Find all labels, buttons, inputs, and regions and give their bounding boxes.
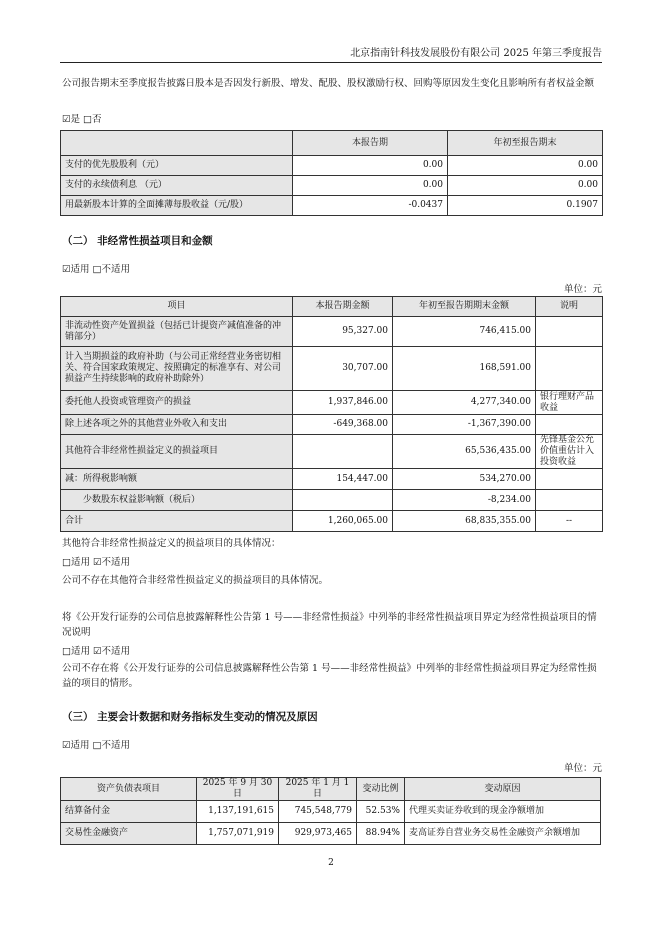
- row-label: 用最新股本计算的全面摊薄每股收益（元/股）: [61, 196, 293, 216]
- table-header: 资产负债表项目: [61, 778, 197, 801]
- cell-value: 68,835,355.00: [393, 511, 536, 532]
- table-row: [61, 415, 603, 435]
- cell-value: 1,260,065.00: [293, 511, 393, 532]
- row-label: 减：所得税影响额: [61, 469, 293, 490]
- table-header: 说明: [536, 297, 603, 317]
- table-row: [61, 490, 603, 511]
- table-row: [61, 317, 603, 347]
- cell-value: 0.1907: [448, 196, 603, 216]
- cell-value: [293, 435, 393, 469]
- cell-note: --: [536, 511, 603, 532]
- row-label: 支付的永续债利息 （元）: [61, 176, 293, 196]
- other-items-label: 其他符合非经常性损益定义的损益项目的具体情况：: [62, 538, 281, 549]
- cell-value: 1,137,191,615: [197, 801, 279, 823]
- row-label: 合计: [61, 511, 293, 532]
- cell-value: 1,937,846.00: [293, 391, 393, 415]
- page-number: 2: [328, 858, 334, 868]
- cell-value: 0.00: [448, 176, 603, 196]
- cell-value: 30,707.00: [293, 347, 393, 391]
- section-title-changes: （三） 主要会计数据和财务指标发生变动的情况及原因: [62, 711, 318, 723]
- cell-value: 154,447.00: [293, 469, 393, 490]
- table-header: 2025 年 1 月 1 日: [279, 778, 357, 801]
- cell-value: -0.0437: [293, 196, 448, 216]
- cell-note: [536, 469, 603, 490]
- cell-note: [536, 317, 603, 347]
- cell-value: 4,277,340.00: [393, 391, 536, 415]
- cell-value: 0.00: [448, 156, 603, 176]
- cell-value: -8,234.00: [393, 490, 536, 511]
- cell-note: 银行理财产品收益: [536, 391, 603, 415]
- cell-value: 65,536,435.00: [393, 435, 536, 469]
- section-title-nonrecurring: （二） 非经常性损益项目和金额: [62, 235, 213, 247]
- cell-value: 52.53%: [357, 801, 405, 823]
- cell-note: [536, 415, 603, 435]
- table-row: [61, 801, 601, 823]
- reclassification-check: □适用 ☑不适用: [62, 646, 131, 657]
- other-items-check: □适用 ☑不适用: [62, 557, 131, 568]
- section2-unit: 单位：元: [563, 284, 602, 295]
- table-header: [61, 131, 293, 156]
- other-items-statement: 公司不存在其他符合非经常性损益定义的损益项目的具体情况。: [62, 575, 329, 586]
- cell-value: 745,548,779: [279, 801, 357, 823]
- table-header: 项目: [61, 297, 293, 317]
- cell-note: 代理买卖证券收到的现金净额增加: [405, 801, 601, 823]
- reclassification-note: 将《公开发行证券的公司信息披露解释性公告第 1 号——非经常性损益》中列举的非经常性损益项目界定为经常性损益项目的情况说明: [62, 612, 597, 638]
- equity-change-check: ☑是 □否: [62, 114, 102, 125]
- table-header: 年初至报告期末: [448, 131, 603, 156]
- cell-note: 先锋基金公允价值重估计入投资收益: [536, 435, 603, 469]
- table-header: 变动比例: [357, 778, 405, 801]
- table-header: 本报告期: [293, 131, 448, 156]
- table-row: [61, 176, 603, 196]
- reclassification-statement: 公司不存在将《公开发行证券的公司信息披露解释性公告第 1 号——非经常性损益》中列举的非经常性损益项目界定为经常性损益的项目的情形。: [62, 663, 597, 689]
- row-label: 交易性金融资产: [61, 823, 197, 845]
- cell-value: 746,415.00: [393, 317, 536, 347]
- cell-value: 95,327.00: [293, 317, 393, 347]
- table-row: [61, 469, 603, 490]
- cell-value: 0.00: [293, 176, 448, 196]
- table-header: 年初至报告期期末金额: [393, 297, 536, 317]
- cell-value: 1,757,071,919: [197, 823, 279, 845]
- row-label: 支付的优先股股利（元）: [61, 156, 293, 176]
- cell-value: [293, 490, 393, 511]
- row-label: 委托他人投资或管理资产的损益: [61, 391, 293, 415]
- nonrecurring-table: [60, 296, 603, 532]
- section2-check: ☑适用 □不适用: [62, 264, 131, 275]
- table-row: [61, 391, 603, 415]
- cell-value: 534,270.00: [393, 469, 536, 490]
- table-header: 2025 年 9 月 30 日: [197, 778, 279, 801]
- cell-value: 88.94%: [357, 823, 405, 845]
- cell-value: -649,368.00: [293, 415, 393, 435]
- table-header: 本报告期金额: [293, 297, 393, 317]
- row-label: 除上述各项之外的其他营业外收入和支出: [61, 415, 293, 435]
- table-row: [61, 823, 601, 845]
- cell-value: -1,367,390.00: [393, 415, 536, 435]
- row-label: 其他符合非经常性损益定义的损益项目: [61, 435, 293, 469]
- balance-sheet-changes-table: [60, 777, 601, 845]
- table-row: [61, 196, 603, 216]
- equity-change-question: 公司报告期末至季度报告披露日股本是否因发行新股、增发、配股、股权激励行权、回购等原因发生变化且影响所有者权益金额: [62, 78, 595, 89]
- row-label: 少数股东权益影响额（税后）: [61, 490, 293, 511]
- cell-value: 0.00: [293, 156, 448, 176]
- row-label: 计入当期损益的政府补助（与公司正常经营业务密切相关、符合国家政策规定、按照确定的标准享有、对公司损益产生持续影响的政府补助除外）: [61, 347, 293, 391]
- table-row: [61, 511, 603, 532]
- table-row: [61, 435, 603, 469]
- table-row: [61, 156, 603, 176]
- cell-note: [536, 490, 603, 511]
- header-divider: [60, 62, 602, 63]
- row-label: 结算备付金: [61, 801, 197, 823]
- section3-check: ☑适用 □不适用: [62, 740, 131, 751]
- report-header: 北京指南针科技发展股份有限公司 2025 年第三季度报告: [350, 48, 602, 59]
- cell-note: [536, 347, 603, 391]
- section3-unit: 单位：元: [563, 763, 602, 774]
- dividend-eps-table: [60, 130, 603, 216]
- cell-value: 168,591.00: [393, 347, 536, 391]
- cell-value: 929,973,465: [279, 823, 357, 845]
- table-header: 变动原因: [405, 778, 601, 801]
- table-row: [61, 347, 603, 391]
- cell-note: 麦高证券自营业务交易性金融资产余额增加: [405, 823, 601, 845]
- row-label: 非流动性资产处置损益（包括已计提资产减值准备的冲销部分）: [61, 317, 293, 347]
